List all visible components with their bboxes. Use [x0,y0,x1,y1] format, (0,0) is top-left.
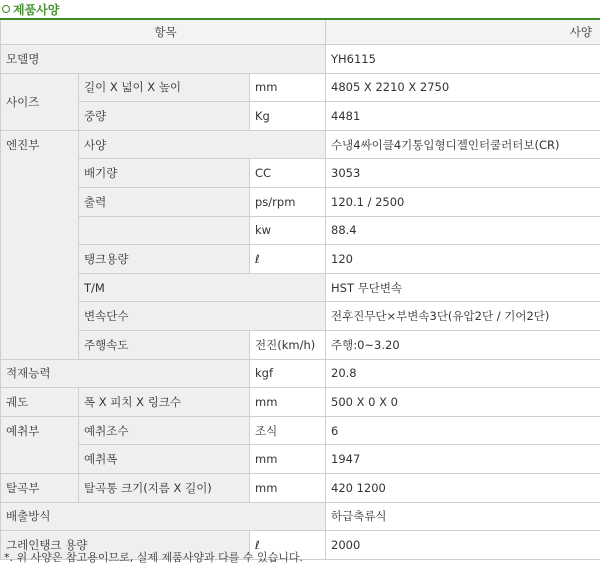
group-label: 엔진부 [1,130,79,359]
row-unit: 전진(km/h) [250,330,326,359]
table-row [1,388,600,417]
row-unit: ℓ [250,245,326,274]
row-unit: CC [250,159,326,188]
circle-bullet-icon [2,5,10,13]
row-label: T/M [79,273,326,302]
row-value: 120.1 / 2500 [326,187,600,216]
row-label: 탈곡통 크기(지름 X 길이) [79,473,250,502]
row-value: 88.4 [326,216,600,245]
table-row [1,102,600,131]
row-label: 주행속도 [79,330,250,359]
row-value: 2000 [326,531,600,560]
group-label: 사이즈 [1,73,79,130]
row-value: 하급축류식 [326,502,600,531]
header-spec: 사양 [326,19,600,45]
table-row [1,359,600,388]
table-row [1,45,600,74]
row-label [79,216,250,245]
table-header-row [1,19,600,45]
row-value: 4805 X 2210 X 2750 [326,73,600,102]
row-value: 3053 [326,159,600,188]
row-unit: ps/rpm [250,187,326,216]
group-label: 탈곡부 [1,473,79,502]
row-value: 20.8 [326,359,600,388]
row-label: 사양 [79,130,326,159]
spec-table [0,18,600,560]
table-row [1,416,600,445]
row-value: HST 무단변속 [326,273,600,302]
table-row [1,445,600,474]
table-row [1,187,600,216]
group-label: 예취부 [1,416,79,473]
row-unit: 조식 [250,416,326,445]
row-label: 적재능력 [1,359,250,388]
row-label: 모델명 [1,45,326,74]
disclaimer-note: *. 위 사양은 참고용이므로, 실제 제품사양과 다를 수 있습니다. [4,551,303,564]
row-label: 폭 X 피치 X 링크수 [79,388,250,417]
row-label: 예취조수 [79,416,250,445]
row-label: 출력 [79,187,250,216]
row-label: 탱크용량 [79,245,250,274]
table-row [1,245,600,274]
row-value: 4481 [326,102,600,131]
row-value: 420 1200 [326,473,600,502]
header-item: 항목 [1,19,326,45]
row-label: 배기량 [79,159,250,188]
row-value: 수냉4싸이클4기통입형디젤인터쿨러터보(CR) [326,130,600,159]
row-unit: mm [250,473,326,502]
row-unit: ℓ [250,531,326,560]
table-row [1,130,600,159]
table-row [1,330,600,359]
row-unit: Kg [250,102,326,131]
row-label: 그레인탱크 용량 [1,531,250,560]
row-value: 6 [326,416,600,445]
section-title-text: 제품사양 [13,2,60,17]
row-label: 변속단수 [79,302,326,331]
row-unit: kgf [250,359,326,388]
table-row [1,216,600,245]
row-value: 120 [326,245,600,274]
row-unit: mm [250,73,326,102]
row-unit: mm [250,445,326,474]
table-row [1,302,600,331]
table-row [1,273,600,302]
row-value: YH6115 [326,45,600,74]
row-unit: mm [250,388,326,417]
table-row [1,159,600,188]
table-row [1,73,600,102]
section-title [2,0,59,18]
row-value: 1947 [326,445,600,474]
row-label: 길이 X 넓이 X 높이 [79,73,250,102]
group-label: 궤도 [1,388,79,417]
row-label: 예취폭 [79,445,250,474]
table-row [1,473,600,502]
row-label: 중량 [79,102,250,131]
row-value: 전후진무단×부변속3단(유압2단 / 기어2단) [326,302,600,331]
row-value: 주행:0~3.20 [326,330,600,359]
row-unit: kw [250,216,326,245]
row-value: 500 X 0 X 0 [326,388,600,417]
table-row [1,502,600,531]
row-label: 배출방식 [1,502,326,531]
